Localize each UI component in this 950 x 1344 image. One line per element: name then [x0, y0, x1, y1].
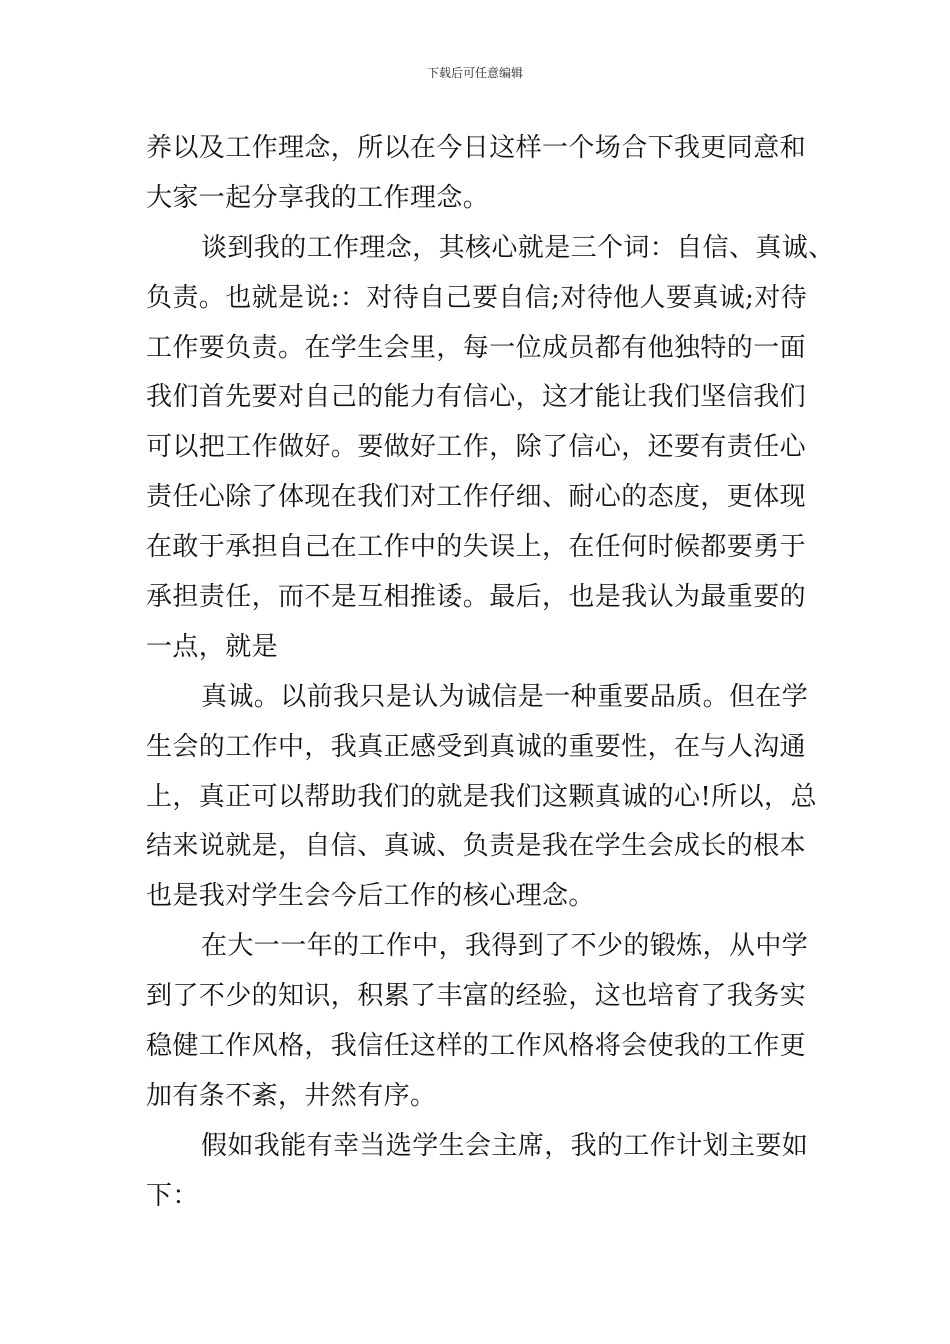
paragraph-start-line: 在大一一年的工作中，我得到了不少的锻炼，从中学 — [201, 931, 809, 962]
text-line: 结来说就是，自信、真诚、负责是我在学生会成长的根本 — [146, 831, 807, 862]
text-line: 负责。也就是说:：对待自己要自信;对待他人要真诚;对待 — [146, 282, 808, 313]
paragraph-start-line: 谈到我的工作理念，其核心就是三个词：自信、真诚、 — [201, 232, 835, 263]
text-line: 可以把工作做好。要做好工作，除了信心，还要有责任心 — [146, 432, 807, 463]
text-line: 一点，就是 — [146, 631, 279, 662]
document-body — [146, 124, 835, 1222]
text-line: 加有条不紊，井然有序。 — [146, 1080, 437, 1111]
text-line: 上，真正可以帮助我们的就是我们这颗真诚的心!所以，总 — [146, 781, 817, 812]
text-line: 到了不少的知识，积累了丰富的经验，这也培育了我务实 — [146, 981, 807, 1012]
text-line: 稳健工作风格，我信任这样的工作风格将会使我的工作更 — [146, 1031, 807, 1062]
paragraph-start-line: 真诚。以前我只是认为诚信是一种重要品质。但在学 — [201, 681, 809, 712]
text-line: 下： — [146, 1180, 199, 1211]
text-line: 责任心除了体现在我们对工作仔细、耐心的态度，更体现 — [146, 482, 807, 513]
text-line: 养以及工作理念，所以在今日这样一个场合下我更同意和 — [146, 133, 807, 163]
text-line: 承担责任，而不是互相推诿。最后，也是我认为最重要的 — [146, 582, 807, 613]
text-line: 大家一起分享我的工作理念。 — [146, 182, 490, 213]
text-line: 也是我对学生会今后工作的核心理念。 — [146, 881, 595, 912]
text-line: 我们首先要对自己的能力有信心，这才能让我们坚信我们 — [146, 382, 807, 413]
text-line: 工作要负责。在学生会里，每一位成员都有他独特的一面 — [146, 332, 807, 363]
paragraph-start-line: 假如我能有幸当选学生会主席，我的工作计划主要如 — [201, 1130, 809, 1161]
text-line: 在敢于承担自己在工作中的失误上，在任何时候都要勇于 — [146, 532, 807, 563]
text-line: 生会的工作中，我真正感受到真诚的重要性，在与人沟通 — [146, 731, 807, 762]
page-header: 下载后可任意编辑 — [426, 66, 523, 80]
